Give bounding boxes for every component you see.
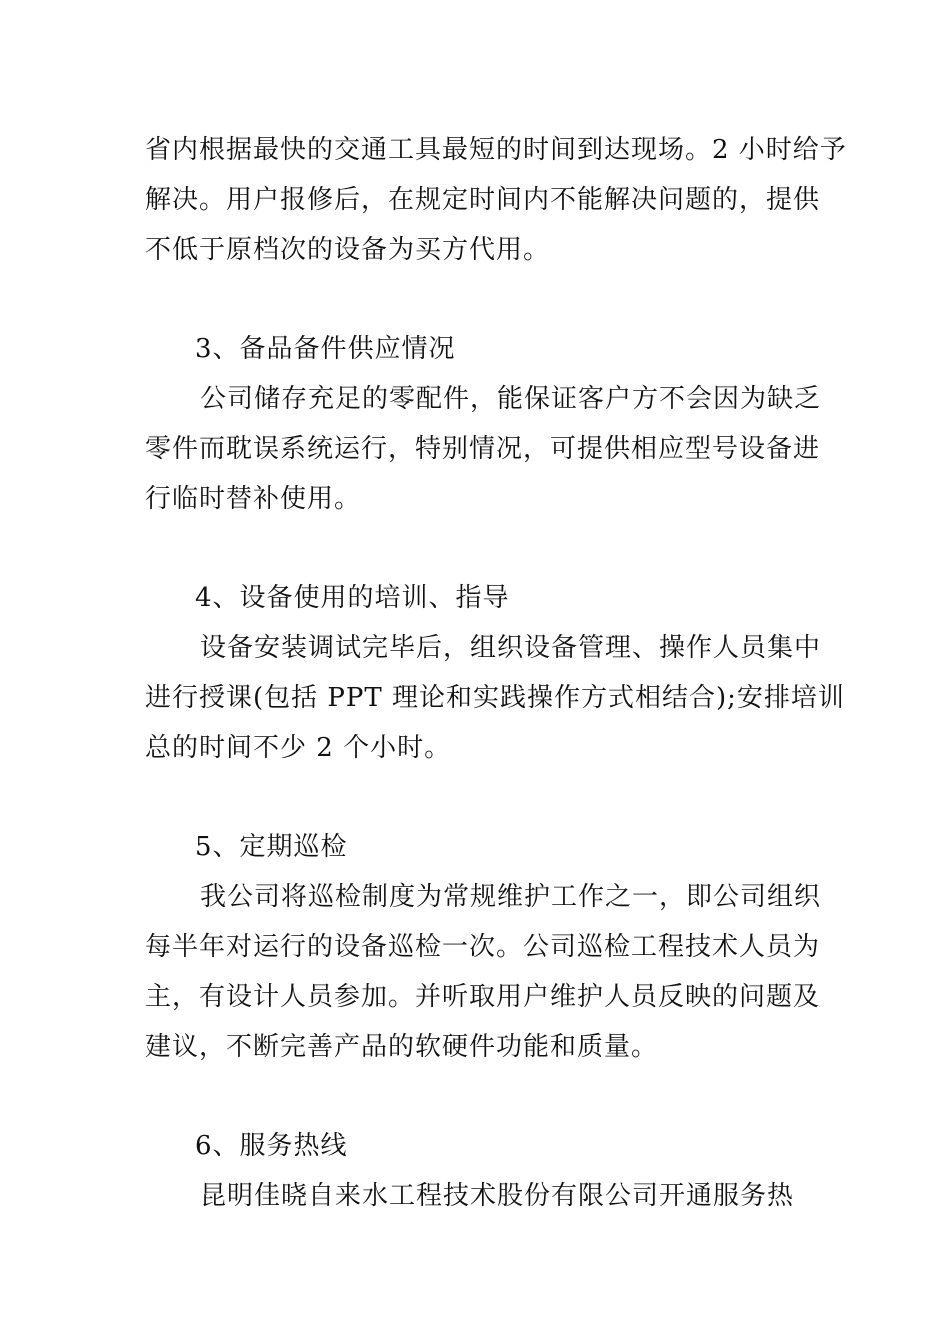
- section-4-line-3: 总的时间不少 2 个小时。: [145, 733, 452, 763]
- section-5-line-2: 每半年对运行的设备巡检一次。公司巡检工程技术人员为: [145, 932, 821, 962]
- section-4-line-2: 进行授课(包括 PPT 理论和实践操作方式相结合);安排培训: [145, 683, 845, 713]
- section-5-line-4: 建议，不断完善产品的软硬件功能和质量。: [145, 1032, 659, 1062]
- section-3-line-3: 行临时替补使用。: [145, 484, 362, 514]
- section-4-line-1: 设备安装调试完毕后，组织设备管理、操作人员集中: [200, 633, 822, 663]
- intro-line-1: 省内根据最快的交通工具最短的时间到达现场。2 小时给予: [145, 135, 847, 165]
- intro-line-3: 不低于原档次的设备为买方代用。: [145, 235, 551, 265]
- section-5-heading: 5、定期巡检: [195, 832, 348, 862]
- section-6-line-1: 昆明佳晓自来水工程技术股份有限公司开通服务热: [200, 1181, 795, 1211]
- section-4-heading: 4、设备使用的培训、指导: [195, 583, 510, 613]
- section-6-heading: 6、服务热线: [195, 1131, 348, 1161]
- section-5-line-1: 我公司将巡检制度为常规维护工作之一，即公司组织: [200, 882, 822, 912]
- section-3-heading: 3、备品备件供应情况: [195, 334, 456, 364]
- section-5-line-3: 主，有设计人员参加。并听取用户维护人员反映的问题及: [145, 982, 821, 1012]
- section-3-line-1: 公司储存充足的零配件，能保证客户方不会因为缺乏: [200, 384, 822, 414]
- intro-line-2: 解决。用户报修后，在规定时间内不能解决问题的，提供: [145, 185, 821, 215]
- section-3-line-2: 零件而耽误系统运行，特别情况，可提供相应型号设备进: [145, 434, 821, 464]
